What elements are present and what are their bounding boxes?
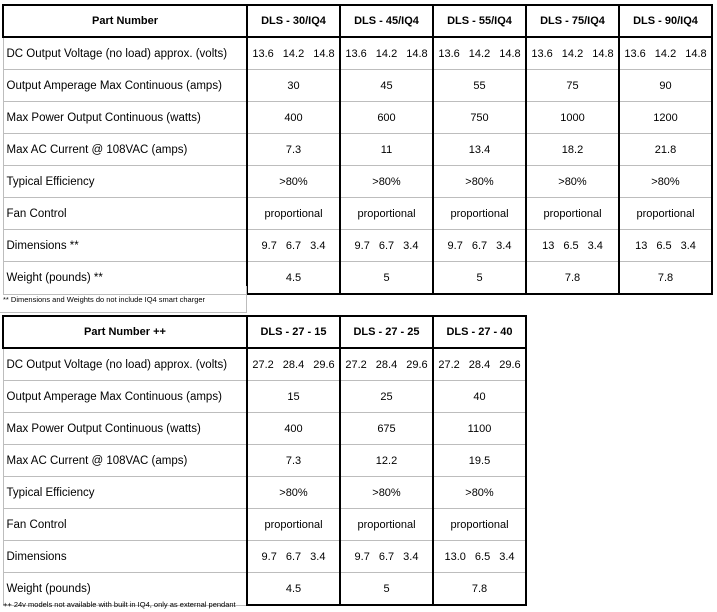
table-row xyxy=(3,102,712,134)
value-cell: 75 xyxy=(526,70,619,102)
value-part: 14.2 xyxy=(468,47,491,60)
row-label: Weight (pounds) xyxy=(3,573,247,606)
value-cell: proportional xyxy=(433,509,526,541)
value-cell: 675 xyxy=(340,413,433,445)
value-cell: 4.5 xyxy=(247,573,340,606)
value-part: 6.7 xyxy=(378,239,395,252)
row-label: Dimensions xyxy=(3,541,247,573)
value-part: 3.4 xyxy=(310,239,326,252)
value-cell: 5 xyxy=(340,573,433,606)
value-part: 13.6 xyxy=(438,47,460,60)
value-part: 13.6 xyxy=(252,47,274,60)
value-part: 9.7 xyxy=(354,550,370,563)
value-part: 9.7 xyxy=(354,239,370,252)
value-cell-multi xyxy=(247,37,340,70)
value-part: 13.6 xyxy=(345,47,367,60)
table-row xyxy=(3,541,526,573)
value-cell: 15 xyxy=(247,381,340,413)
value-part: 3.4 xyxy=(499,550,515,563)
model-header: DLS - 45/IQ4 xyxy=(340,5,433,37)
value-cell: >80% xyxy=(619,166,712,198)
value-cell-multi xyxy=(433,541,526,573)
value-cell-multi xyxy=(340,37,433,70)
value-cell: 7.3 xyxy=(247,445,340,477)
row-label: DC Output Voltage (no load) approx. (volts) xyxy=(3,37,247,70)
value-cell-multi xyxy=(247,348,340,381)
value-cell: 1000 xyxy=(526,102,619,134)
value-part: 14.8 xyxy=(685,47,707,60)
value-part: 14.8 xyxy=(313,47,335,60)
value-cell-multi xyxy=(247,230,340,262)
model-header: DLS - 30/IQ4 xyxy=(247,5,340,37)
value-cell: 25 xyxy=(340,381,433,413)
value-cell: 12.2 xyxy=(340,445,433,477)
part-number-header: Part Number ++ xyxy=(3,316,247,348)
table-row xyxy=(3,413,526,445)
value-part: 28.4 xyxy=(375,358,398,371)
value-part: 6.7 xyxy=(285,550,302,563)
table-row xyxy=(3,70,712,102)
value-part: 6.7 xyxy=(471,239,488,252)
footnote-24v-models: ++ 24v models not available with built in IQ4, only as external pendant xyxy=(3,600,236,609)
table-row xyxy=(3,230,712,262)
table-row xyxy=(3,381,526,413)
value-cell-multi xyxy=(247,541,340,573)
value-part: 9.7 xyxy=(447,239,463,252)
value-cell-multi xyxy=(340,230,433,262)
value-part: 14.2 xyxy=(282,47,305,60)
value-part: 9.7 xyxy=(261,239,277,252)
row-label: DC Output Voltage (no load) approx. (volts) xyxy=(3,348,247,381)
model-header: DLS - 55/IQ4 xyxy=(433,5,526,37)
value-cell-multi xyxy=(526,230,619,262)
value-cell: 18.2 xyxy=(526,134,619,166)
value-part: 13.0 xyxy=(444,550,466,563)
row-label: Typical Efficiency xyxy=(3,477,247,509)
row-label: Max AC Current @ 108VAC (amps) xyxy=(3,134,247,166)
value-part: 6.5 xyxy=(656,239,672,252)
value-cell: 400 xyxy=(247,413,340,445)
value-cell: >80% xyxy=(433,166,526,198)
value-part: 29.6 xyxy=(406,358,428,371)
value-cell: 5 xyxy=(433,262,526,295)
model-header: DLS - 27 - 40 xyxy=(433,316,526,348)
value-part: 14.2 xyxy=(654,47,677,60)
table-row xyxy=(3,445,526,477)
spec-table-12v xyxy=(2,4,713,295)
value-cell-multi xyxy=(340,541,433,573)
value-cell: proportional xyxy=(619,198,712,230)
row-label: Max AC Current @ 108VAC (amps) xyxy=(3,445,247,477)
table-row xyxy=(3,134,712,166)
value-cell: 1100 xyxy=(433,413,526,445)
value-part: 13 xyxy=(635,239,648,252)
table-row xyxy=(3,198,712,230)
row-label: Fan Control xyxy=(3,509,247,541)
value-part: 27.2 xyxy=(438,358,460,371)
row-label: Max Power Output Continuous (watts) xyxy=(3,102,247,134)
value-cell: 750 xyxy=(433,102,526,134)
value-part: 13.6 xyxy=(531,47,553,60)
value-cell: proportional xyxy=(340,509,433,541)
value-cell: 13.4 xyxy=(433,134,526,166)
value-cell: 30 xyxy=(247,70,340,102)
value-cell: 4.5 xyxy=(247,262,340,295)
value-cell: >80% xyxy=(340,166,433,198)
value-cell: 600 xyxy=(340,102,433,134)
model-header: DLS - 75/IQ4 xyxy=(526,5,619,37)
value-cell: proportional xyxy=(526,198,619,230)
row-label: Fan Control xyxy=(3,198,247,230)
value-cell: 90 xyxy=(619,70,712,102)
value-cell-multi xyxy=(526,37,619,70)
value-cell: >80% xyxy=(247,166,340,198)
value-cell: >80% xyxy=(340,477,433,509)
value-part: 14.8 xyxy=(592,47,614,60)
value-part: 28.4 xyxy=(468,358,491,371)
value-part: 6.7 xyxy=(378,550,395,563)
value-cell: 19.5 xyxy=(433,445,526,477)
table-row xyxy=(3,477,526,509)
model-header: DLS - 90/IQ4 xyxy=(619,5,712,37)
value-cell: 40 xyxy=(433,381,526,413)
spec-table-24v xyxy=(2,315,527,606)
value-part: 3.4 xyxy=(680,239,696,252)
value-cell: 7.3 xyxy=(247,134,340,166)
header-row xyxy=(3,5,712,37)
value-part: 29.6 xyxy=(313,358,335,371)
value-part: 14.8 xyxy=(406,47,428,60)
value-cell: proportional xyxy=(340,198,433,230)
value-part: 3.4 xyxy=(496,239,512,252)
value-cell: >80% xyxy=(526,166,619,198)
value-part: 13.6 xyxy=(624,47,646,60)
value-cell-multi xyxy=(433,37,526,70)
value-part: 6.7 xyxy=(285,239,302,252)
value-cell: 5 xyxy=(340,262,433,295)
value-cell: 7.8 xyxy=(619,262,712,295)
row-label: Weight (pounds) ** xyxy=(3,262,247,295)
row-label: Max Power Output Continuous (watts) xyxy=(3,413,247,445)
table-row xyxy=(3,348,526,381)
value-cell: 7.8 xyxy=(526,262,619,295)
value-part: 3.4 xyxy=(310,550,326,563)
row-label: Output Amperage Max Continuous (amps) xyxy=(3,70,247,102)
value-part: 6.5 xyxy=(474,550,491,563)
value-cell-multi xyxy=(433,348,526,381)
value-part: 27.2 xyxy=(252,358,274,371)
value-cell-multi xyxy=(619,37,712,70)
value-part: 9.7 xyxy=(261,550,277,563)
value-cell: 7.8 xyxy=(433,573,526,606)
value-cell: 45 xyxy=(340,70,433,102)
row-label: Dimensions ** xyxy=(3,230,247,262)
value-cell: 1200 xyxy=(619,102,712,134)
value-cell-multi xyxy=(433,230,526,262)
value-part: 14.2 xyxy=(375,47,398,60)
header-row xyxy=(3,316,526,348)
part-number-header: Part Number xyxy=(3,5,247,37)
table-row xyxy=(3,166,712,198)
model-header: DLS - 27 - 15 xyxy=(247,316,340,348)
value-cell: >80% xyxy=(433,477,526,509)
value-part: 27.2 xyxy=(345,358,367,371)
value-part: 14.2 xyxy=(561,47,584,60)
value-part: 29.6 xyxy=(499,358,521,371)
value-cell: 11 xyxy=(340,134,433,166)
value-cell-multi xyxy=(619,230,712,262)
table-row xyxy=(3,37,712,70)
row-label: Typical Efficiency xyxy=(3,166,247,198)
value-cell: proportional xyxy=(433,198,526,230)
value-part: 13 xyxy=(542,239,555,252)
value-part: 3.4 xyxy=(403,239,419,252)
value-part: 3.4 xyxy=(403,550,419,563)
model-header: DLS - 27 - 25 xyxy=(340,316,433,348)
value-cell: proportional xyxy=(247,509,340,541)
value-cell: 21.8 xyxy=(619,134,712,166)
value-part: 28.4 xyxy=(282,358,305,371)
row-label: Output Amperage Max Continuous (amps) xyxy=(3,381,247,413)
value-part: 14.8 xyxy=(499,47,521,60)
value-cell: 55 xyxy=(433,70,526,102)
value-part: 3.4 xyxy=(587,239,603,252)
footnote-dimensions-weights: ** Dimensions and Weights do not include IQ4 smart charger xyxy=(3,295,206,304)
table-row xyxy=(3,509,526,541)
value-cell: >80% xyxy=(247,477,340,509)
value-cell: 400 xyxy=(247,102,340,134)
value-cell-multi xyxy=(340,348,433,381)
value-cell: proportional xyxy=(247,198,340,230)
value-part: 6.5 xyxy=(563,239,579,252)
